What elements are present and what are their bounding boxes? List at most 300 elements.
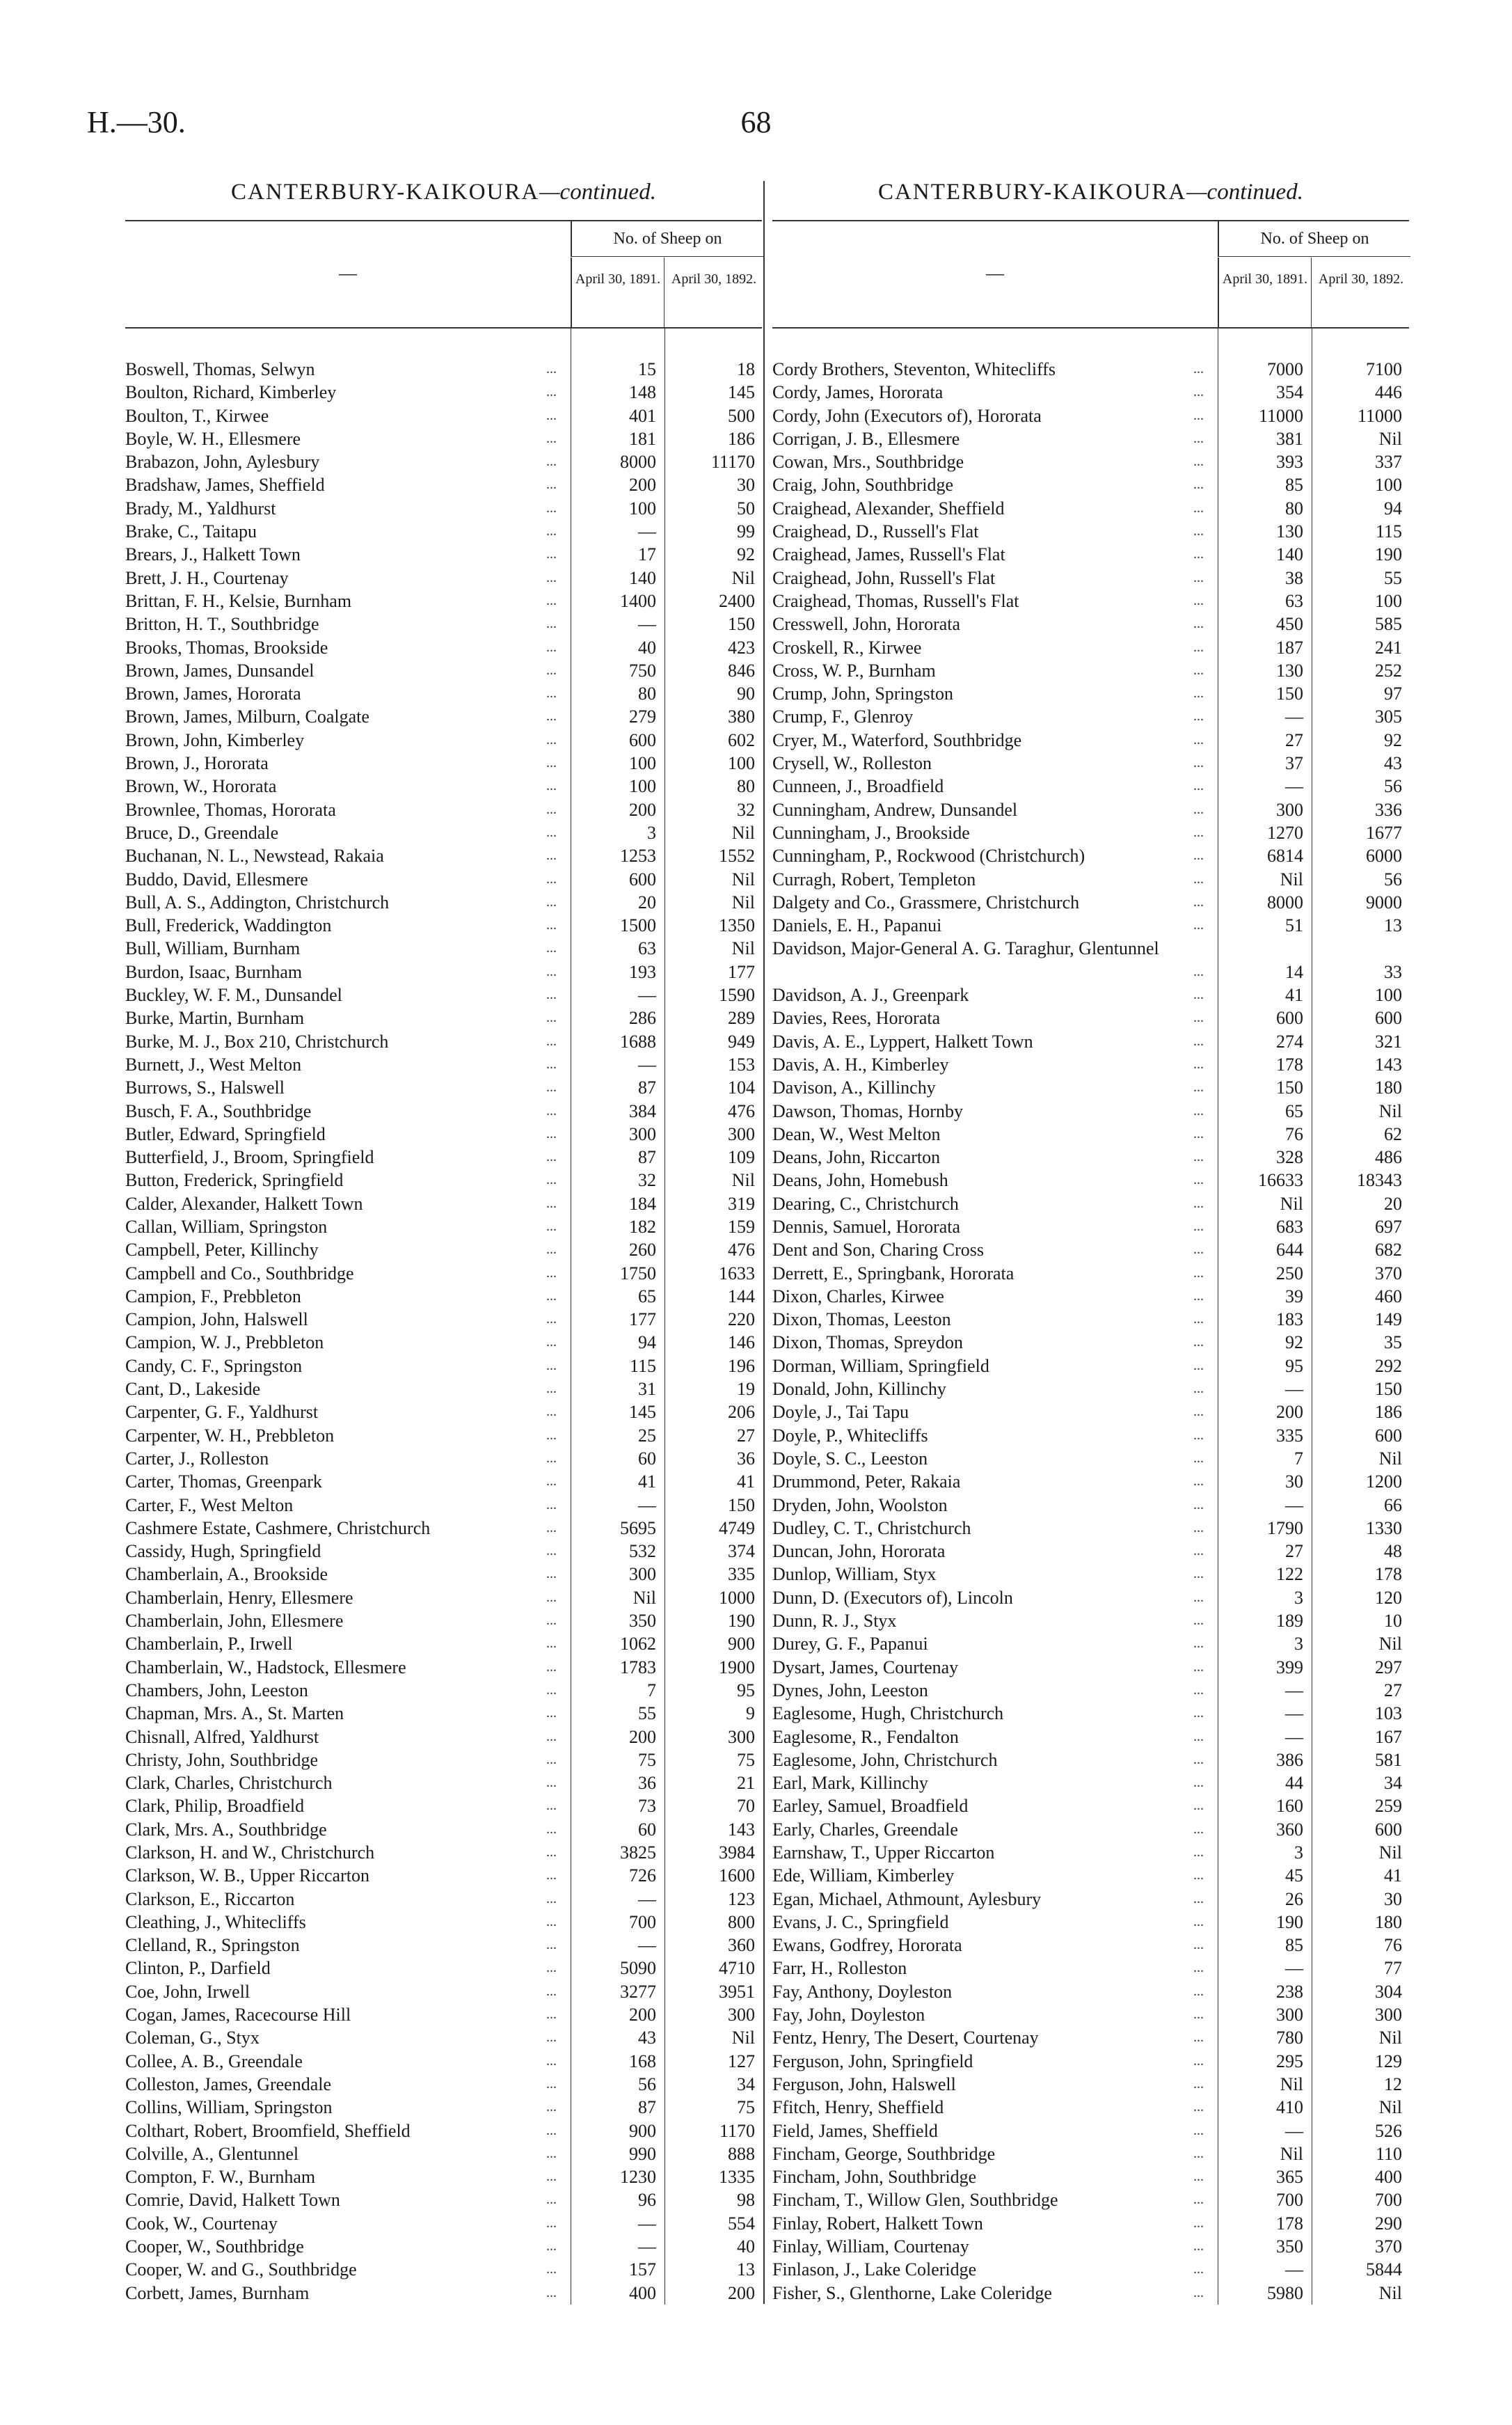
sheep-count-1892: 30 xyxy=(737,475,755,496)
table-row xyxy=(125,1818,762,1841)
sheep-count-1892: 241 xyxy=(1375,637,1402,658)
leader-dots: ... xyxy=(1193,1775,1204,1791)
sheep-count-1892: 337 xyxy=(1375,452,1402,473)
sheep-count-1892: 48 xyxy=(1384,1541,1402,1562)
table-body xyxy=(125,358,762,2305)
owner-name: Davidson, Major-General A. G. Taraghur, Glentunnel xyxy=(772,938,1159,959)
sheep-count-1892: 143 xyxy=(728,1819,755,1840)
owner-name: Brownlee, Thomas, Hororata xyxy=(125,799,336,820)
owner-name: Boulton, Richard, Kimberley xyxy=(125,382,337,403)
sheep-count-1891: 5980 xyxy=(1267,2282,1303,2303)
sheep-count-1891: — xyxy=(638,614,656,635)
sheep-count-1891: 76 xyxy=(1285,1123,1303,1144)
table-row xyxy=(125,590,762,613)
leader-dots: ... xyxy=(546,2192,557,2208)
sheep-count-1892: 120 xyxy=(1375,1587,1402,1608)
table-row xyxy=(125,775,762,798)
sheep-count-1891: 401 xyxy=(629,405,656,426)
table-row xyxy=(772,1609,1409,1632)
table-row xyxy=(772,775,1409,798)
sheep-count-1892: 129 xyxy=(1375,2051,1402,2071)
table-row xyxy=(772,868,1409,891)
owner-name: Button, Frederick, Springfield xyxy=(125,1170,344,1191)
sheep-count-1892: 11000 xyxy=(1357,405,1402,426)
leader-dots: ... xyxy=(1193,1960,1204,1976)
sheep-count-1892: 150 xyxy=(728,614,755,635)
sheep-count-1891: 5695 xyxy=(620,1517,656,1538)
table-row xyxy=(772,2073,1409,2096)
owner-name: Craighead, James, Russell's Flat xyxy=(772,544,1005,565)
sheep-count-1892: 1330 xyxy=(1366,1517,1402,1538)
sheep-count-1891: — xyxy=(638,2213,656,2234)
owner-name: Davies, Rees, Hororata xyxy=(772,1008,941,1029)
sheep-count-1891: 238 xyxy=(1276,1981,1303,2002)
owner-name: Burke, M. J., Box 210, Christchurch xyxy=(125,1031,389,1052)
owner-name: Dennis, Samuel, Hororata xyxy=(772,1216,961,1237)
sheep-count-1892: 20 xyxy=(1384,1193,1402,1214)
owner-name: Cooper, W., Southbridge xyxy=(125,2236,304,2257)
leader-dots: ... xyxy=(546,1543,557,1559)
owner-name: Earley, Samuel, Broadfield xyxy=(772,1796,969,1817)
sheep-count-1892: 846 xyxy=(728,660,755,681)
table-row xyxy=(772,2142,1409,2165)
sheep-count-1891: 100 xyxy=(629,753,656,774)
sheep-count-1891: 3277 xyxy=(620,1981,656,2002)
sheep-count-1892: 259 xyxy=(1375,1796,1402,1817)
sheep-count-1892: 4710 xyxy=(719,1958,755,1979)
leader-dots: ... xyxy=(546,1172,557,1188)
sheep-count-1892: 697 xyxy=(1375,1216,1402,1237)
owner-name: Cunningham, P., Rockwood (Christchurch) xyxy=(772,846,1085,867)
leader-dots: ... xyxy=(546,2076,557,2092)
sheep-count-1891: 335 xyxy=(1276,1425,1303,1446)
table-row xyxy=(125,1424,762,1447)
sheep-count-1892: 190 xyxy=(728,1611,755,1632)
sheep-count-1891: 31 xyxy=(638,1379,656,1400)
leader-dots: ... xyxy=(546,917,557,933)
table-row xyxy=(772,404,1409,427)
sheep-count-1891: 354 xyxy=(1276,382,1303,403)
sheep-count-1892: 1590 xyxy=(719,985,755,1006)
sheep-count-1892: 149 xyxy=(1375,1309,1402,1330)
sheep-count-1892: 1335 xyxy=(719,2167,755,2188)
sheep-count-1892: Nil xyxy=(1378,2282,1402,2303)
table-row xyxy=(772,891,1409,914)
sheep-count-1891: 3 xyxy=(1294,1842,1303,1863)
sheep-count-1892: 80 xyxy=(737,776,755,797)
owner-name: Comrie, David, Halkett Town xyxy=(125,2190,340,2211)
leader-dots: ... xyxy=(546,1821,557,1837)
owner-name: Chamberlain, Henry, Ellesmere xyxy=(125,1587,353,1608)
sheep-count-1892: 300 xyxy=(1375,2005,1402,2025)
table-row xyxy=(772,381,1409,404)
sheep-count-1892: 92 xyxy=(1384,729,1402,750)
owner-name: Christy, John, Southbridge xyxy=(125,1749,319,1770)
table-row xyxy=(772,2235,1409,2258)
leader-dots: ... xyxy=(1193,1357,1204,1373)
leader-dots: ... xyxy=(1193,1172,1204,1188)
sheep-count-1892: 289 xyxy=(728,1008,755,1029)
leader-dots: ... xyxy=(546,1937,557,1953)
table-row xyxy=(125,636,762,659)
sheep-count-1892: 800 xyxy=(728,1911,755,1932)
sheep-count-1892: Nil xyxy=(1378,1448,1402,1469)
leader-dots: ... xyxy=(546,1867,557,1883)
sheep-count-1892: 100 xyxy=(1375,985,1402,1006)
sheep-count-1892: 300 xyxy=(728,1726,755,1747)
leader-dots: ... xyxy=(546,1845,557,1860)
sheep-count-group-header: No. of Sheep on xyxy=(571,221,763,257)
sheep-count-1891: 328 xyxy=(1276,1147,1303,1168)
sheep-count-1891: — xyxy=(638,985,656,1006)
table-row xyxy=(772,613,1409,635)
sheep-count-1891: 177 xyxy=(629,1309,656,1330)
owner-name: Davidson, A. J., Greenpark xyxy=(772,985,969,1006)
sheep-count-1892: 95 xyxy=(737,1680,755,1700)
owner-name: Brady, M., Yaldhurst xyxy=(125,498,276,519)
leader-dots: ... xyxy=(1193,1288,1204,1304)
sheep-count-1892: 35 xyxy=(1384,1332,1402,1353)
sheep-count-1891: 140 xyxy=(1276,544,1303,565)
sheep-count-1892: 32 xyxy=(737,799,755,820)
sheep-count-1892: 103 xyxy=(1375,1703,1402,1724)
table-row xyxy=(772,1447,1409,1470)
leader-dots: ... xyxy=(1193,546,1204,562)
sheep-count-1891: 1790 xyxy=(1267,1517,1303,1538)
owner-name: Burnett, J., West Melton xyxy=(125,1054,302,1075)
sheep-count-1892: 97 xyxy=(1384,684,1402,704)
sheep-count-1891: 100 xyxy=(629,776,656,797)
leader-dots: ... xyxy=(1193,871,1204,887)
sheep-count-1891: 990 xyxy=(629,2143,656,2164)
table-row xyxy=(125,358,762,381)
sheep-count-1892: 150 xyxy=(1375,1379,1402,1400)
sheep-count-1892: 900 xyxy=(728,1634,755,1654)
table-row xyxy=(125,2096,762,2119)
sheep-count-1891: 260 xyxy=(629,1240,656,1261)
sheep-count-1891: 532 xyxy=(629,1541,656,1562)
sheep-count-1891: 17 xyxy=(638,544,656,565)
leader-dots: ... xyxy=(546,2122,557,2138)
table-row xyxy=(125,798,762,821)
leader-dots: ... xyxy=(1193,569,1204,585)
leader-dots: ... xyxy=(1193,2145,1204,2161)
sheep-count-1891: 92 xyxy=(1285,1332,1303,1353)
sheep-count-1892: 50 xyxy=(737,498,755,519)
sheep-count-1892: Nil xyxy=(1378,2097,1402,2118)
table-row xyxy=(125,1169,762,1192)
leader-dots: ... xyxy=(546,1983,557,1999)
owner-name: Bruce, D., Greendale xyxy=(125,822,279,843)
owner-name: Chamberlain, W., Hadstock, Ellesmere xyxy=(125,1657,406,1677)
sheep-count-1891: 279 xyxy=(629,706,656,727)
leader-dots: ... xyxy=(546,1682,557,1698)
sheep-count-1891: 1400 xyxy=(620,590,656,611)
table-row xyxy=(772,2026,1409,2049)
leader-dots: ... xyxy=(546,2007,557,2023)
table-row xyxy=(772,1632,1409,1655)
owner-name: Butterfield, J., Broom, Springfield xyxy=(125,1147,374,1168)
table-row xyxy=(125,520,762,543)
name-column-header: — xyxy=(339,263,357,283)
leader-dots: ... xyxy=(1193,1937,1204,1953)
table-row xyxy=(772,1517,1409,1540)
sheep-count-1892: 34 xyxy=(1384,1773,1402,1794)
sheep-count-1892: 180 xyxy=(1375,1077,1402,1098)
leader-dots: ... xyxy=(546,1033,557,1049)
leader-dots: ... xyxy=(1193,1566,1204,1582)
owner-name: Earnshaw, T., Upper Riccarton xyxy=(772,1842,995,1863)
sheep-count-1891: Nil xyxy=(1280,2074,1303,2094)
sheep-count-1892: 1000 xyxy=(719,1587,755,1608)
owner-name: Carter, F., West Melton xyxy=(125,1494,294,1515)
leader-dots: ... xyxy=(546,686,557,702)
leader-dots: ... xyxy=(1193,1613,1204,1629)
leader-dots: ... xyxy=(546,523,557,539)
sheep-count-1891: 181 xyxy=(629,428,656,449)
sheep-count-1892: 6000 xyxy=(1366,846,1402,867)
owner-name: Collee, A. B., Greendale xyxy=(125,2051,303,2071)
table-row xyxy=(125,404,762,427)
sheep-count-1891: 700 xyxy=(1276,2190,1303,2211)
table-row xyxy=(125,2235,762,2258)
owner-name: Butler, Edward, Springfield xyxy=(125,1123,326,1144)
table-row xyxy=(125,1702,762,1725)
owner-name: Eaglesome, Hugh, Christchurch xyxy=(772,1703,1004,1724)
table-row xyxy=(772,1794,1409,1817)
leader-dots: ... xyxy=(546,2030,557,2046)
owner-name: Brown, James, Dunsandel xyxy=(125,660,315,681)
table-row xyxy=(772,1980,1409,2003)
sheep-count-1891: 600 xyxy=(629,729,656,750)
leader-dots: ... xyxy=(546,732,557,748)
leader-dots: ... xyxy=(546,801,557,817)
sheep-count-1891: 87 xyxy=(638,2097,656,2118)
leader-dots: ... xyxy=(546,1659,557,1675)
leader-dots: ... xyxy=(546,430,557,446)
sheep-count-1891: — xyxy=(638,1054,656,1075)
leader-dots: ... xyxy=(1193,1265,1204,1281)
sheep-count-1892: 66 xyxy=(1384,1494,1402,1515)
leader-dots: ... xyxy=(1193,477,1204,493)
table-row xyxy=(772,2282,1409,2305)
table-row xyxy=(772,1470,1409,1493)
table-row xyxy=(125,705,762,728)
owner-name: Brooks, Thomas, Brookside xyxy=(125,637,328,658)
leader-dots: ... xyxy=(1193,2169,1204,2185)
sheep-count-1891: 27 xyxy=(1285,729,1303,750)
sheep-count-1892: 400 xyxy=(1375,2167,1402,2188)
sheep-count-1892: 380 xyxy=(728,706,755,727)
owner-name: Ffitch, Henry, Sheffield xyxy=(772,2097,944,2118)
owner-name: Buchanan, N. L., Newstead, Rakaia xyxy=(125,846,384,867)
sheep-count-1891: 750 xyxy=(629,660,656,681)
sheep-count-1892: 98 xyxy=(737,2190,755,2211)
table-row xyxy=(125,2282,762,2305)
owner-name: Doyle, P., Whitecliffs xyxy=(772,1425,928,1446)
table-row xyxy=(125,1771,762,1794)
sheep-count-1891: 300 xyxy=(629,1564,656,1585)
sheep-count-1891: 600 xyxy=(1276,1008,1303,1029)
sheep-count-1892: 1170 xyxy=(719,2120,755,2141)
sheep-count-1891: 183 xyxy=(1276,1309,1303,1330)
table-row xyxy=(125,1100,762,1123)
leader-dots: ... xyxy=(546,1636,557,1652)
owner-name: Brown, J., Hororata xyxy=(125,753,269,774)
sheep-count-1892: 1552 xyxy=(719,846,755,867)
owner-name: Cogan, James, Racecourse Hill xyxy=(125,2005,351,2025)
owner-name: Cordy Brothers, Steventon, Whitecliffs xyxy=(772,359,1056,379)
table-row xyxy=(125,844,762,867)
table-row xyxy=(125,473,762,496)
table-row xyxy=(772,1888,1409,1911)
sheep-count-1892: 40 xyxy=(737,2236,755,2257)
owner-name: Chamberlain, A., Brookside xyxy=(125,1564,328,1585)
sheep-count-1892: 150 xyxy=(728,1494,755,1515)
owner-name: Bradshaw, James, Sheffield xyxy=(125,475,325,496)
owner-name: Bull, A. S., Addington, Christchurch xyxy=(125,892,390,913)
owner-name: Dynes, John, Leeston xyxy=(772,1680,928,1700)
owner-name: Early, Charles, Greendale xyxy=(772,1819,958,1840)
leader-dots: ... xyxy=(1193,407,1204,423)
leader-dots: ... xyxy=(1193,1218,1204,1234)
sheep-count-1892: 486 xyxy=(1375,1147,1402,1168)
sheep-count-1891: 8000 xyxy=(1267,892,1303,913)
table-row xyxy=(125,729,762,752)
sheep-count-1892: 146 xyxy=(728,1332,755,1353)
owner-name: Coleman, G., Styx xyxy=(125,2028,260,2048)
table-row xyxy=(772,659,1409,682)
sheep-count-1892: 153 xyxy=(728,1054,755,1075)
table-row xyxy=(125,381,762,404)
sheep-count-1891: 38 xyxy=(1285,567,1303,588)
table-body xyxy=(772,358,1409,2305)
leader-dots: ... xyxy=(546,454,557,470)
leader-dots: ... xyxy=(1193,1242,1204,1258)
table-row xyxy=(125,1864,762,1887)
owner-name: Cassidy, Hugh, Springfield xyxy=(125,1541,321,1562)
sheep-count-1891: 386 xyxy=(1276,1749,1303,1770)
sheep-count-1891: — xyxy=(638,521,656,542)
sheep-count-1892: 292 xyxy=(1375,1355,1402,1376)
owner-name: Cross, W. P., Burnham xyxy=(772,660,936,681)
leader-dots: ... xyxy=(1193,430,1204,446)
leader-dots: ... xyxy=(546,709,557,725)
leader-dots: ... xyxy=(546,361,557,377)
owner-name: Farr, H., Rolleston xyxy=(772,1958,907,1979)
table-row xyxy=(772,1006,1409,1029)
sheep-count-1892: 3984 xyxy=(719,1842,755,1863)
sheep-count-1891: 11000 xyxy=(1258,405,1303,426)
sheep-count-1892: 62 xyxy=(1384,1123,1402,1144)
owner-name: Cunneen, J., Broadfield xyxy=(772,776,944,797)
leader-dots: ... xyxy=(546,1357,557,1373)
table-row xyxy=(125,1517,762,1540)
leader-dots: ... xyxy=(1193,1821,1204,1837)
table-row xyxy=(772,473,1409,496)
sheep-count-1892: 100 xyxy=(1375,475,1402,496)
table-row xyxy=(125,567,762,590)
sheep-count-1891: 3825 xyxy=(620,1842,656,1863)
table-row xyxy=(772,1424,1409,1447)
table-row xyxy=(772,1841,1409,1864)
sheep-count-1892: 9000 xyxy=(1366,892,1402,913)
owner-name: Cook, W., Courtenay xyxy=(125,2213,278,2234)
sheep-count-1892: 11170 xyxy=(710,452,755,473)
owner-name: Clark, Philip, Broadfield xyxy=(125,1796,305,1817)
table-row xyxy=(125,1586,762,1609)
leader-dots: ... xyxy=(1193,894,1204,910)
sheep-count-1892: 196 xyxy=(728,1355,755,1376)
sheep-count-1891: 1253 xyxy=(620,846,656,867)
leader-dots: ... xyxy=(546,477,557,493)
table-row xyxy=(125,1632,762,1655)
leader-dots: ... xyxy=(546,1589,557,1605)
sheep-count-1892: 305 xyxy=(1375,706,1402,727)
leader-dots: ... xyxy=(1193,1080,1204,1096)
leader-dots: ... xyxy=(1193,1867,1204,1883)
owner-name: Donald, John, Killinchy xyxy=(772,1379,946,1400)
sheep-count-1891: 450 xyxy=(1276,614,1303,635)
table-row xyxy=(772,2119,1409,2142)
sheep-count-1891: 25 xyxy=(638,1425,656,1446)
leader-dots: ... xyxy=(546,1798,557,1814)
sheep-count-1892: 34 xyxy=(737,2074,755,2094)
sheep-count-1891: 200 xyxy=(629,2005,656,2025)
sheep-count-1891: 95 xyxy=(1285,1355,1303,1376)
sheep-count-1892: 99 xyxy=(737,521,755,542)
owner-name: Clelland, R., Springston xyxy=(125,1935,300,1956)
sheep-count-1891: 145 xyxy=(629,1402,656,1423)
owner-name: Bull, William, Burnham xyxy=(125,938,301,959)
table-row xyxy=(772,1238,1409,1261)
sheep-count-1892: 92 xyxy=(737,544,755,565)
sheep-count-1891: 900 xyxy=(629,2120,656,2141)
table-row xyxy=(125,1006,762,1029)
owner-name: Field, James, Sheffield xyxy=(772,2120,938,2141)
owner-name: Cashmere Estate, Cashmere, Christchurch xyxy=(125,1517,431,1538)
table-row xyxy=(125,2003,762,2026)
leader-dots: ... xyxy=(1193,1798,1204,1814)
table-row xyxy=(125,984,762,1006)
sheep-count-1892: Nil xyxy=(731,567,755,588)
leader-dots: ... xyxy=(1193,801,1204,817)
table-row xyxy=(125,1563,762,1586)
leader-dots: ... xyxy=(1193,1589,1204,1605)
sheep-count-1891: Nil xyxy=(632,1587,656,1608)
sheep-count-1891: 393 xyxy=(1276,452,1303,473)
sheep-count-1891: 130 xyxy=(1276,660,1303,681)
leader-dots: ... xyxy=(1193,384,1204,400)
sheep-count-1891: 32 xyxy=(638,1170,656,1191)
owner-name: Curragh, Robert, Templeton xyxy=(772,869,976,890)
leader-dots: ... xyxy=(1193,500,1204,516)
leader-dots: ... xyxy=(546,1450,557,1466)
sheep-count-1892: 21 xyxy=(737,1773,755,1794)
leader-dots: ... xyxy=(546,963,557,979)
sheep-count-1892: 252 xyxy=(1375,660,1402,681)
leader-dots: ... xyxy=(546,1103,557,1119)
owner-name: Dysart, James, Courtenay xyxy=(772,1657,959,1677)
leader-dots: ... xyxy=(1193,2284,1204,2300)
sheep-count-1891: 200 xyxy=(629,1726,656,1747)
sheep-count-1891: 365 xyxy=(1276,2167,1303,2188)
sheep-count-1891: 1688 xyxy=(620,1031,656,1052)
sheep-count-1892: 1900 xyxy=(719,1657,755,1677)
owner-name: Carpenter, W. H., Prebbleton xyxy=(125,1425,335,1446)
leader-dots: ... xyxy=(1193,2238,1204,2254)
leader-dots: ... xyxy=(1193,732,1204,748)
